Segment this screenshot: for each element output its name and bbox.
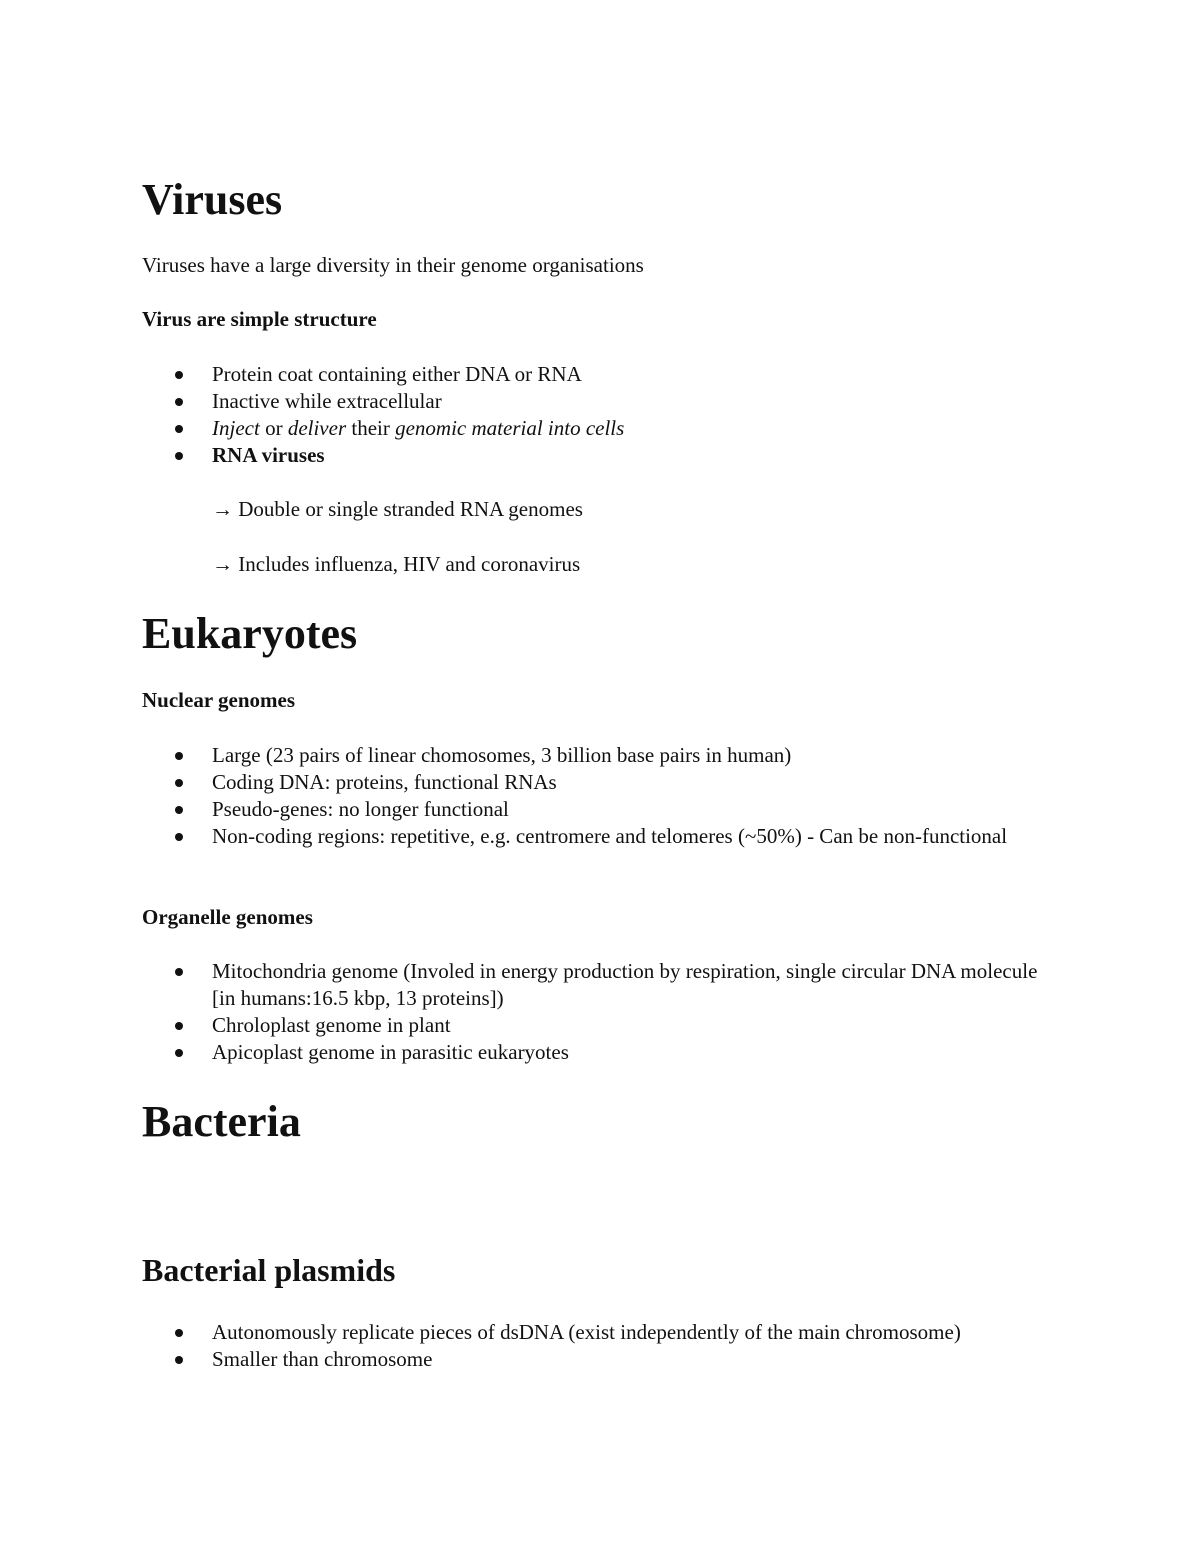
section-heading-eukaryotes: Eukaryotes	[142, 609, 358, 658]
list-item: Mitochondria genome (Involed in energy production by respiration, single circular DNA molecule [in humans:16.5 kbp, 13 proteins])	[142, 958, 1052, 1012]
plasmid-bullet-list	[142, 1319, 1052, 1373]
bullet-icon	[175, 779, 183, 787]
bullet-icon	[175, 752, 183, 760]
list-item: Chroloplast genome in plant	[142, 1012, 1052, 1039]
bullet-icon	[175, 1356, 183, 1364]
organelle-genomes-subheading: Organelle genomes	[142, 905, 313, 929]
organelle-bullet-list	[142, 958, 1052, 1066]
rna-note: → Includes influenza, HIV and coronavirus	[212, 552, 581, 576]
bullet-icon	[175, 1329, 183, 1337]
list-item: Pseudo-genes: no longer functional	[142, 796, 1052, 823]
section-heading-viruses: Viruses	[142, 175, 283, 224]
list-item: Coding DNA: proteins, functional RNAs	[142, 769, 1052, 796]
viruses-bullet-list	[142, 361, 1052, 469]
list-item: Protein coat containing either DNA or RNA	[142, 361, 1052, 388]
list-item: Smaller than chromosome	[142, 1346, 1052, 1373]
nuclear-genomes-subheading: Nuclear genomes	[142, 688, 295, 712]
bacterial-plasmids-heading: Bacterial plasmids	[142, 1252, 396, 1288]
bullet-icon	[175, 425, 183, 433]
list-item: RNA viruses	[142, 442, 1052, 469]
nuclear-bullet-list	[142, 742, 1052, 850]
bullet-icon	[175, 833, 183, 841]
list-item: Autonomously replicate pieces of dsDNA (exist independently of the main chromosome)	[142, 1319, 1052, 1346]
rna-note: → Double or single stranded RNA genomes	[212, 497, 583, 521]
bullet-icon	[175, 1049, 183, 1057]
list-item: Non-coding regions: repetitive, e.g. centromere and telomeres (~50%) - Can be non-functional	[142, 823, 1012, 850]
list-item: Inject or deliver their genomic material into cells	[142, 415, 1052, 442]
bullet-icon	[175, 452, 183, 460]
bullet-icon	[175, 1022, 183, 1030]
section-heading-bacteria: Bacteria	[142, 1097, 301, 1146]
bullet-icon	[175, 371, 183, 379]
list-item: Inactive while extracellular	[142, 388, 1052, 415]
list-item: Apicoplast genome in parasitic eukaryotes	[142, 1039, 1052, 1066]
viruses-subheading: Virus are simple structure	[142, 307, 377, 331]
bullet-icon	[175, 968, 183, 976]
viruses-intro: Viruses have a large diversity in their genome organisations	[142, 253, 644, 277]
list-item: Large (23 pairs of linear chomosomes, 3 billion base pairs in human)	[142, 742, 1052, 769]
bullet-icon	[175, 398, 183, 406]
bullet-icon	[175, 806, 183, 814]
